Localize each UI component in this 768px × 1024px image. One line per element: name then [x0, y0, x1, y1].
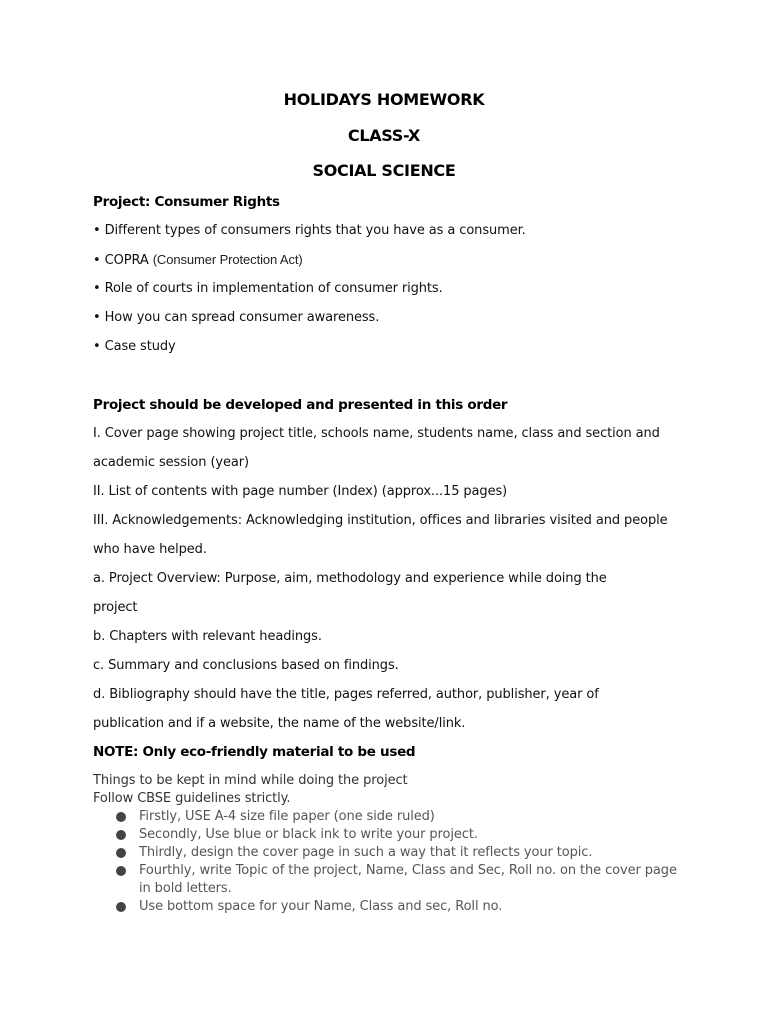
list-item — [113, 898, 683, 916]
subject-heading: SOCIAL SCIENCE — [312, 161, 456, 180]
order-line: III. Acknowledgements: Acknowledging institution, offices and libraries visited and people — [93, 513, 668, 528]
tip-text: Secondly, Use blue or black ink to write your project. — [139, 827, 478, 842]
list-item — [113, 844, 683, 862]
order-heading: Project should be developed and presented in this order — [93, 397, 508, 413]
tips-list — [113, 808, 683, 916]
class-heading: CLASS-X — [347, 126, 421, 145]
tip-text: Fourthly, write Topic of the project, Name, Class and Sec, Roll no. on the cover page in bold letters. — [139, 863, 677, 896]
order-line: a. Project Overview: Purpose, aim, methodology and experience while doing the — [93, 571, 607, 586]
order-line: project — [93, 600, 138, 615]
note: NOTE: Only eco-friendly material to be used — [93, 744, 416, 760]
order-line: who have helped. — [93, 542, 207, 557]
list-item — [113, 826, 683, 844]
bullet-icon — [116, 902, 126, 912]
project-point: • How you can spread consumer awareness. — [93, 310, 380, 325]
project-point: • Case study — [93, 339, 176, 354]
order-line: b. Chapters with relevant headings. — [93, 629, 322, 644]
tip-text: Thirdly, design the cover page in such a way that it reflects your topic. — [139, 845, 593, 860]
bullet-icon — [116, 812, 126, 822]
guidelines-intro: Things to be kept in mind while doing the project — [93, 773, 408, 788]
order-line: I. Cover page showing project title, schools name, students name, class and section and — [93, 426, 660, 441]
list-item — [113, 862, 683, 898]
bullet-icon — [116, 848, 126, 858]
project-point: • Different types of consumers rights that you have as a consumer. — [93, 223, 526, 238]
project-point-copra — [93, 252, 303, 268]
order-line: II. List of contents with page number (Index) (approx...15 pages) — [93, 484, 508, 499]
copra-label: • COPRA — [93, 253, 153, 268]
bullet-icon — [116, 866, 126, 876]
project-heading: Project: Consumer Rights — [93, 194, 280, 210]
bullet-icon — [116, 830, 126, 840]
doc-title: HOLIDAYS HOMEWORK — [283, 90, 485, 109]
order-line: publication and if a website, the name of the website/link. — [93, 716, 466, 731]
order-line: academic session (year) — [93, 455, 249, 470]
guidelines-follow: Follow CBSE guidelines strictly. — [93, 791, 291, 806]
list-item — [113, 808, 683, 826]
order-line: d. Bibliography should have the title, pages referred, author, publisher, year of — [93, 687, 599, 702]
project-point: • Role of courts in implementation of consumer rights. — [93, 281, 443, 296]
copra-expansion: (Consumer Protection Act) — [152, 252, 303, 267]
order-line: c. Summary and conclusions based on findings. — [93, 658, 399, 673]
tip-text: Use bottom space for your Name, Class and sec, Roll no. — [139, 899, 503, 914]
tip-text: Firstly, USE A-4 size file paper (one side ruled) — [139, 809, 435, 824]
